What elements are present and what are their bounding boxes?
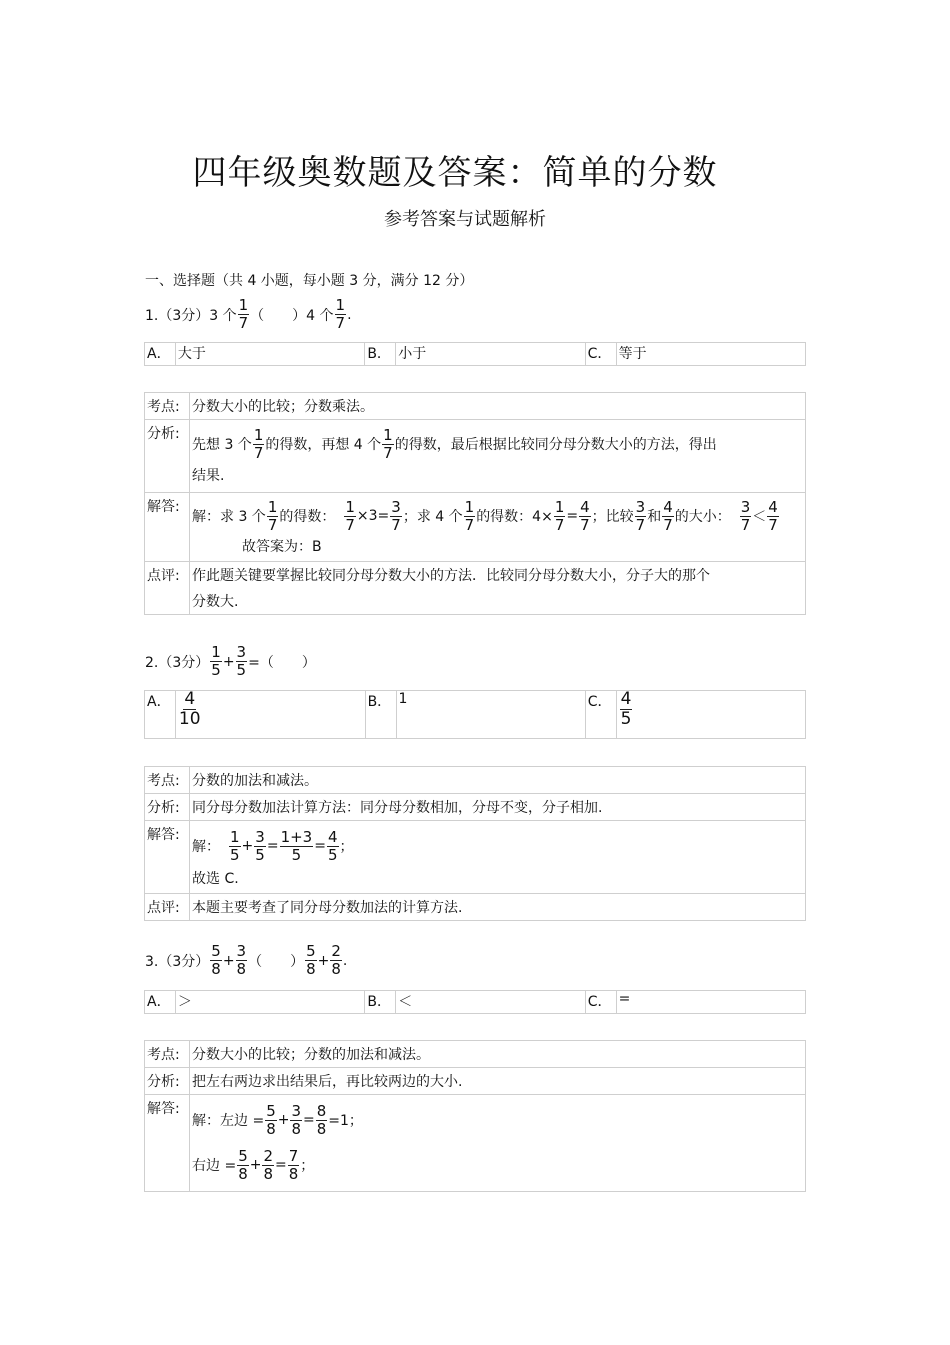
- fraction: [382, 425, 394, 462]
- text: ×3=: [356, 508, 390, 524]
- section-heading: [145, 270, 473, 290]
- numerator: 4: [580, 497, 590, 516]
- question-2: [145, 645, 316, 678]
- q3-analysis: [144, 1040, 806, 1192]
- q2-eq: =（ ）: [248, 654, 316, 671]
- page-title: 四年级奥数题及答案：简单的分数: [192, 153, 718, 193]
- option-b-value[interactable]: ＜: [396, 991, 585, 1014]
- text: 的得数，再想 4 个: [265, 437, 382, 453]
- jieda-line: [192, 824, 803, 868]
- option-c-label[interactable]: C．: [585, 343, 616, 366]
- fraction: [579, 497, 591, 534]
- option-c-label[interactable]: C．: [585, 691, 616, 739]
- numerator: 3: [391, 497, 401, 516]
- denominator: 7: [580, 515, 590, 534]
- fraction: [238, 298, 250, 331]
- plus: +: [317, 952, 330, 969]
- kaodian-label: 考点:: [145, 767, 190, 794]
- fraction: [335, 298, 347, 331]
- dianping-line-1: 作此题关键要掌握比较同分母分数大小的方法．比较同分母分数大小，分子大的那个: [192, 568, 710, 584]
- denominator: 8: [291, 1119, 302, 1138]
- q2-prefix: 2.（3分）: [145, 654, 210, 671]
- fraction: [390, 497, 402, 534]
- q1-prefix: 1.（3分）3 个: [145, 307, 237, 324]
- numerator: 1: [464, 497, 475, 516]
- numerator: 4: [620, 689, 632, 709]
- text: ；求 4 个: [402, 509, 463, 525]
- kaodian-text: 分数大小的比较；分数的加法和减法。: [190, 1041, 806, 1068]
- fraction: [236, 645, 248, 678]
- denominator: 8: [288, 1164, 299, 1183]
- text: 解：: [192, 839, 220, 855]
- fraction: [237, 1146, 249, 1183]
- denominator: 8: [306, 960, 316, 978]
- text: =1；: [328, 1113, 363, 1129]
- denominator: 7: [464, 515, 475, 534]
- jieda-line-1: [192, 1098, 803, 1142]
- jieda-answer: 故答案为：B: [242, 539, 322, 555]
- fraction: [330, 944, 342, 977]
- fenxi-text: 把左右两边求出结果后，再比较两边的大小.: [190, 1068, 806, 1095]
- fraction: [262, 1146, 274, 1183]
- equals: =: [303, 1112, 315, 1128]
- fraction: [288, 1146, 300, 1183]
- numerator: 3: [236, 942, 247, 960]
- fraction: [179, 691, 201, 728]
- numerator: 1: [230, 827, 240, 846]
- equals: =: [275, 1157, 287, 1173]
- denominator: 8: [266, 1119, 276, 1138]
- denominator: 7: [253, 443, 264, 462]
- numerator: 1: [253, 425, 264, 444]
- denominator: 7: [238, 314, 249, 332]
- numerator: 5: [238, 1146, 248, 1165]
- dianping-text: 本题主要考查了同分母分数加法的计算方法.: [190, 894, 806, 921]
- fraction: [635, 497, 647, 534]
- fraction: [253, 425, 265, 462]
- fraction: [620, 691, 633, 728]
- numerator: 1: [211, 643, 221, 661]
- q1-analysis: [144, 392, 806, 615]
- jieda-content: [190, 493, 806, 562]
- fenxi-label: 分析:: [145, 420, 190, 493]
- numerator: 5: [211, 942, 221, 960]
- fraction: [254, 827, 266, 864]
- denominator: 5: [236, 661, 247, 679]
- fenxi-label: 分析:: [145, 794, 190, 821]
- numerator: 2: [263, 1146, 274, 1165]
- option-c-value[interactable]: 等于: [616, 343, 805, 366]
- denominator: 5: [620, 709, 632, 729]
- dianping-label: 点评:: [145, 562, 190, 615]
- denominator: 5: [211, 661, 221, 679]
- text: 先想 3 个: [192, 437, 252, 453]
- numerator: 3: [236, 643, 247, 661]
- jieda-label: 解答:: [145, 1095, 190, 1192]
- fenxi-label: 分析:: [145, 1068, 190, 1095]
- denominator: 7: [267, 515, 278, 534]
- plus: +: [222, 653, 235, 670]
- fraction: [767, 497, 779, 534]
- option-a-label[interactable]: A．: [145, 691, 176, 739]
- fenxi-text: 同分母分数加法计算方法：同分母分数相加，分母不变，分子相加.: [190, 794, 806, 821]
- kaodian-text: 分数大小的比较；分数乘法。: [190, 393, 806, 420]
- fraction: [305, 944, 317, 977]
- numerator: 3: [291, 1101, 302, 1120]
- jieda-line: [192, 496, 803, 536]
- text: =: [566, 508, 579, 524]
- text: ；: [339, 839, 354, 855]
- q3-end: .: [342, 952, 348, 969]
- text: 右边 =: [192, 1158, 237, 1174]
- fraction: [316, 1101, 328, 1138]
- numerator: 4: [663, 497, 673, 516]
- fraction: [327, 827, 339, 864]
- fraction: [265, 1101, 277, 1138]
- fraction: [740, 497, 752, 534]
- fraction: [236, 944, 248, 977]
- denominator: 8: [331, 960, 341, 978]
- numerator: 4: [768, 497, 778, 516]
- text: 解：求 3 个: [192, 509, 266, 525]
- denominator: 5: [327, 845, 338, 864]
- question-3: [145, 944, 347, 977]
- jieda-answer: 故选 C.: [192, 871, 239, 887]
- fraction: [210, 944, 222, 977]
- plus: +: [277, 1112, 290, 1128]
- option-a-value[interactable]: ＞: [175, 991, 364, 1014]
- kaodian-label: 考点:: [145, 393, 190, 420]
- denominator: 7: [740, 515, 751, 534]
- jieda-content: [190, 821, 806, 894]
- option-b-label[interactable]: B．: [365, 691, 396, 739]
- q1-options: [144, 342, 806, 366]
- option-a-label[interactable]: A．: [145, 343, 176, 366]
- less-than: ＜: [752, 509, 767, 525]
- text: ；: [300, 1158, 315, 1174]
- denominator: 7: [391, 515, 401, 534]
- jieda-line-2: [192, 1142, 803, 1188]
- option-c-label[interactable]: C．: [585, 991, 616, 1014]
- numerator: 7: [288, 1146, 299, 1165]
- numerator: 5: [306, 942, 316, 960]
- fraction: [280, 827, 314, 864]
- numerator: 1: [383, 425, 393, 444]
- fenxi-content: [190, 420, 806, 493]
- numerator: 8: [316, 1101, 327, 1120]
- text: 的得数：: [279, 509, 336, 525]
- text: 的得数，最后根据比较同分母分数大小的方法，得出: [394, 437, 717, 453]
- q3-prefix: 3.（3分）: [145, 953, 210, 970]
- numerator: 1+3: [280, 827, 313, 846]
- fraction: [267, 497, 279, 534]
- plus: +: [249, 1157, 262, 1173]
- option-b-label[interactable]: B．: [365, 991, 396, 1014]
- option-a-value[interactable]: 大于: [175, 343, 364, 366]
- numerator: 1: [554, 497, 565, 516]
- numerator: 3: [740, 497, 751, 516]
- equals: =: [314, 838, 326, 854]
- numerator: 1: [335, 296, 346, 314]
- denominator: 7: [768, 515, 778, 534]
- option-b-value[interactable]: 1: [396, 691, 585, 739]
- denominator: 7: [663, 515, 673, 534]
- dianping-label: 点评:: [145, 894, 190, 921]
- numerator: 1: [345, 497, 355, 516]
- numerator: 3: [255, 827, 265, 846]
- q3-options: [144, 990, 806, 1014]
- denominator: 8: [238, 1164, 248, 1183]
- kaodian-label: 考点:: [145, 1041, 190, 1068]
- numerator: 2: [331, 942, 341, 960]
- option-c-value[interactable]: =: [616, 991, 805, 1014]
- dianping-content: [190, 562, 806, 615]
- q2-options: [144, 690, 806, 739]
- kaodian-text: 分数的加法和减法。: [190, 767, 806, 794]
- numerator: 5: [266, 1101, 276, 1120]
- denominator: 8: [316, 1119, 327, 1138]
- question-1: [145, 298, 352, 331]
- denominator: 5: [255, 845, 265, 864]
- text: 的大小：: [674, 509, 731, 525]
- fraction: [290, 1101, 302, 1138]
- text: 解：左边 =: [192, 1113, 265, 1129]
- fraction: [229, 827, 241, 864]
- q1-mid: （ ）4 个: [250, 307, 334, 324]
- denominator: 5: [230, 845, 240, 864]
- numerator: 4: [327, 827, 338, 846]
- denominator: 7: [335, 314, 346, 332]
- text: ；比较: [591, 509, 634, 525]
- section-text: 一、选择题（共 4 小题，每小题 3 分，满分 12 分）: [145, 273, 474, 289]
- plus: +: [222, 952, 235, 969]
- denominator: 8: [263, 1164, 274, 1183]
- denominator: 8: [211, 960, 221, 978]
- denominator: 7: [554, 515, 565, 534]
- denominator: 7: [635, 515, 646, 534]
- jieda-content: [190, 1095, 806, 1192]
- page-subtitle: 参考答案与试题解析: [384, 209, 546, 230]
- plus: +: [241, 838, 254, 854]
- jieda-label: 解答:: [145, 493, 190, 562]
- denominator: 7: [383, 443, 393, 462]
- option-c-value[interactable]: [616, 691, 805, 739]
- fraction: [464, 497, 476, 534]
- q3-mid: （ ）: [248, 953, 305, 970]
- denominator: 5: [291, 845, 302, 864]
- fenxi-line: [192, 423, 803, 465]
- q1-end: .: [347, 306, 352, 323]
- equals: =: [266, 838, 279, 854]
- fraction: [554, 497, 566, 534]
- option-b-label[interactable]: B．: [365, 343, 396, 366]
- fenxi-line-2: 结果.: [192, 468, 225, 484]
- option-a-value[interactable]: [175, 691, 365, 739]
- denominator: 7: [345, 515, 355, 534]
- text: 和: [647, 509, 662, 525]
- numerator: 1: [238, 296, 249, 314]
- denominator: 10: [178, 709, 201, 729]
- option-a-label[interactable]: A．: [145, 991, 176, 1014]
- q2-analysis: [144, 766, 806, 921]
- jieda-label: 解答:: [145, 821, 190, 894]
- option-b-value[interactable]: 小于: [396, 343, 585, 366]
- fraction: [662, 497, 674, 534]
- denominator: 8: [236, 960, 247, 978]
- numerator: 3: [635, 497, 646, 516]
- fraction: [210, 645, 222, 678]
- dianping-line-2: 分数大.: [192, 594, 239, 610]
- numerator: 4: [184, 689, 196, 709]
- fraction: [344, 497, 356, 534]
- numerator: 1: [267, 497, 278, 516]
- text: 的得数：4×: [476, 509, 553, 525]
